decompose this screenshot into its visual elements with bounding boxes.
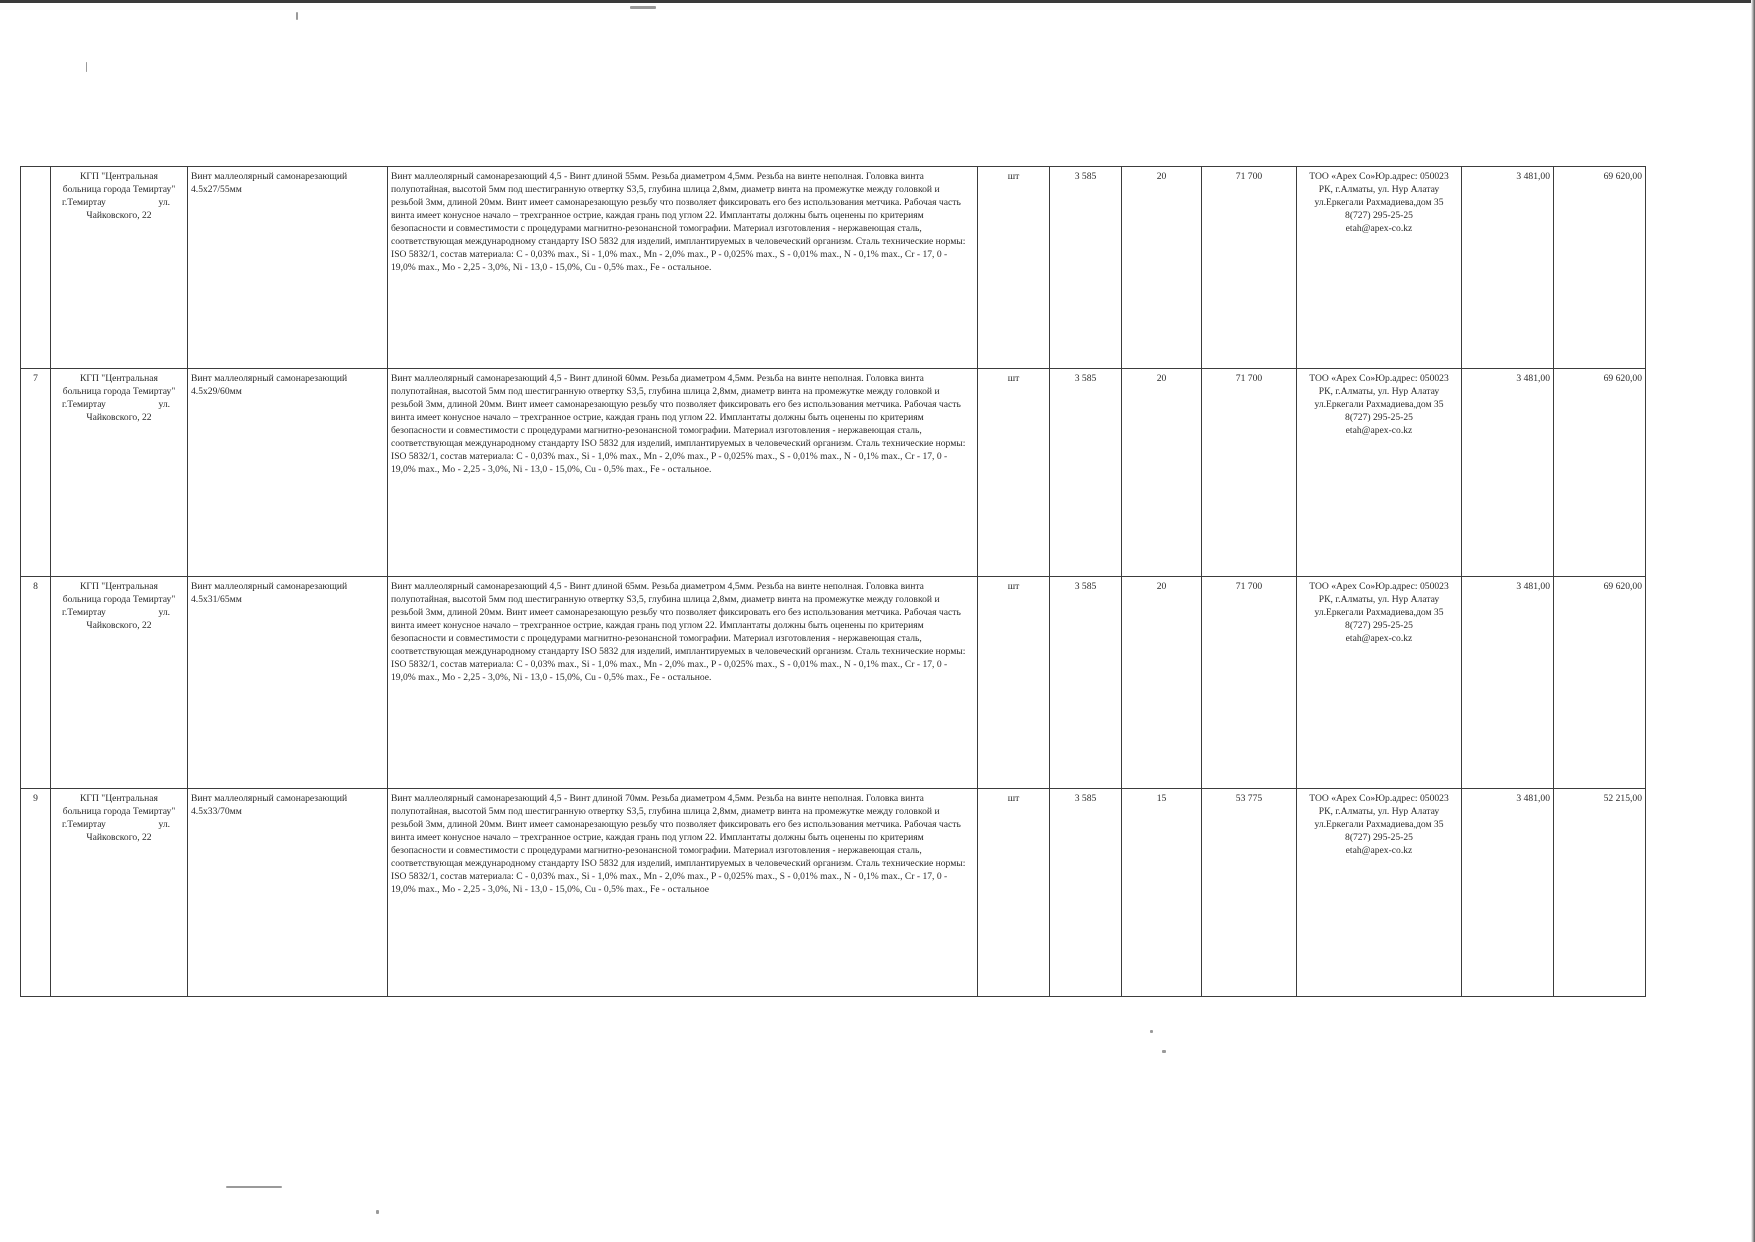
- customer-line: больница города Темиртау": [62, 594, 176, 605]
- offer-total-cell: 52 215,00: [1554, 789, 1646, 997]
- unit-price-cell: 3 585: [1050, 167, 1122, 369]
- customer-city: г.Темиртау: [62, 197, 106, 208]
- scan-right-edge: [1751, 0, 1755, 1242]
- item-description: Винт маллеолярный самонарезающий 4,5 - Винт длиной 65мм. Резьба диаметром 4,5мм. Резьба на винте неполная. Головка винта полупотайная, высотой 5мм под шестигранную отвертку S3,5, глубина шлица 2,8мм, диаметр винта на промежутке между головкой и резьбой 3мм, длиной 20мм. Винт имеет самонарезающую резьбу что позволяет фиксировать его без использования метчика. Рабочая часть винта имеет конусное начало – трехгранное острие, каждая грань под углом 22. Имплантаты должны быть оценены по критериям безопасности и совместимости с процедурами магнитно-резонансной томографии. Материал изготовления - нержавеющая сталь, соответствующая международному стандарту ISO 5832 для изделий, имплантируемых в человеческий организм. Сталь технические нормы: ISO 5832/1, состав материала: С - 0,03% max., Si - 1,0% max., Mn - 2,0% max., P - 0,025% max., S - 0,01% max., N - 0,1% max., Cr - 17, 0 - 19,0% max., Mo - 2,25 - 3,0%, Ni - 13,0 - 15,0%, Cu - 0,5% max., Fe - остальное.: [388, 577, 978, 789]
- customer-line: Чайковского, 22: [86, 210, 152, 221]
- scan-speck: [1150, 1030, 1153, 1033]
- supplier-cell: [1297, 369, 1462, 577]
- customer-city: г.Темиртау: [62, 607, 106, 618]
- scan-speck: [86, 62, 87, 72]
- supplier-cell: [1297, 167, 1462, 369]
- customer-city-line: [54, 398, 184, 411]
- unit-price-cell: 3 585: [1050, 789, 1122, 997]
- customer-line: больница города Темиртау": [62, 386, 176, 397]
- customer-cell: [51, 789, 188, 997]
- supplier-line: ул.Еркегали Рахмадиева,дом 35: [1314, 607, 1444, 618]
- item-description: Винт маллеолярный самонарезающий 4,5 - Винт длиной 55мм. Резьба диаметром 4,5мм. Резьба на винте неполная. Головка винта полупотайная, высотой 5мм под шестигранную отвертку S3,5, глубина шлица 2,8мм, диаметр винта на промежутке между головкой и резьбой 3мм, длиной 20мм. Винт имеет самонарезающую резьбу что позволяет фиксировать его без использования метчика. Рабочая часть винта имеет конусное начало – трехгранное острие, каждая грань под углом 22. Имплантаты должны быть оценены по критериям безопасности и совместимости с процедурами магнитно-резонансной томографии. Материал изготовления - нержавеющая сталь, соответствующая международному стандарту ISO 5832 для изделий, имплантируемых в человеческий организм. Сталь технические нормы: ISO 5832/1, состав материала: С - 0,03% max., Si - 1,0% max., Mn - 2,0% max., P - 0,025% max., S - 0,01% max., N - 0,1% max., Cr - 17, 0 - 19,0% max., Mo - 2,25 - 3,0%, Ni - 13,0 - 15,0%, Cu - 0,5% max., Fe - остальное.: [388, 167, 978, 369]
- customer-line: Чайковского, 22: [86, 620, 152, 631]
- customer-cell: [51, 167, 188, 369]
- offer-price-cell: 3 481,00: [1462, 577, 1554, 789]
- scan-speck: [296, 12, 298, 20]
- supplier-line: РК, г.Алматы, ул. Нур Алатау: [1318, 184, 1440, 195]
- customer-line: больница города Темиртау": [62, 806, 176, 817]
- table-body: [21, 167, 1646, 997]
- customer-street-prefix: ул.: [158, 607, 170, 618]
- item-name: Винт маллеолярный самонарезающий 4.5х27/55мм: [188, 167, 388, 369]
- item-name: Винт маллеолярный самонарезающий 4.5х33/70мм: [188, 789, 388, 997]
- unit-price-cell: 3 585: [1050, 369, 1122, 577]
- procurement-table: [20, 166, 1646, 997]
- supplier-line: 8(727) 295-25-25: [1345, 620, 1413, 631]
- quantity-cell: 20: [1122, 577, 1202, 789]
- table-row: [21, 369, 1646, 577]
- table-row: [21, 789, 1646, 997]
- supplier-email: etah@apex-co.kz: [1345, 845, 1413, 856]
- supplier-line: ул.Еркегали Рахмадиева,дом 35: [1314, 197, 1444, 208]
- item-name: Винт маллеолярный самонарезающий 4.5х31/65мм: [188, 577, 388, 789]
- unit-price-cell: 3 585: [1050, 577, 1122, 789]
- amount-cell: 71 700: [1202, 577, 1297, 789]
- scan-speck: [376, 1210, 379, 1214]
- customer-street-prefix: ул.: [158, 819, 170, 830]
- amount-cell: 53 775: [1202, 789, 1297, 997]
- offer-total-cell: 69 620,00: [1554, 167, 1646, 369]
- supplier-line: 8(727) 295-25-25: [1345, 210, 1413, 221]
- row-number: 8: [21, 577, 51, 789]
- quantity-cell: 20: [1122, 369, 1202, 577]
- supplier-line: 8(727) 295-25-25: [1345, 412, 1413, 423]
- customer-city-line: [54, 196, 184, 209]
- amount-cell: 71 700: [1202, 369, 1297, 577]
- customer-street-prefix: ул.: [158, 197, 170, 208]
- table-row: [21, 167, 1646, 369]
- supplier-line: РК, г.Алматы, ул. Нур Алатау: [1318, 806, 1440, 817]
- supplier-line: ТОО «Apex Co»Юр.адрес: 050023: [1309, 581, 1449, 592]
- supplier-email: etah@apex-co.kz: [1345, 633, 1413, 644]
- unit-cell: шт: [978, 789, 1050, 997]
- customer-street-prefix: ул.: [158, 399, 170, 410]
- row-number: [21, 167, 51, 369]
- customer-city: г.Темиртау: [62, 399, 106, 410]
- customer-city-line: [54, 818, 184, 831]
- scan-speck: [1162, 1050, 1166, 1053]
- supplier-line: ТОО «Apex Co»Юр.адрес: 050023: [1309, 171, 1449, 182]
- supplier-line: ТОО «Apex Co»Юр.адрес: 050023: [1309, 373, 1449, 384]
- supplier-email: etah@apex-co.kz: [1345, 425, 1413, 436]
- customer-city: г.Темиртау: [62, 819, 106, 830]
- amount-cell: 71 700: [1202, 167, 1297, 369]
- supplier-cell: [1297, 789, 1462, 997]
- supplier-line: ул.Еркегали Рахмадиева,дом 35: [1314, 819, 1444, 830]
- table-row: [21, 577, 1646, 789]
- customer-line: КГП "Центральная: [80, 373, 158, 384]
- supplier-line: РК, г.Алматы, ул. Нур Алатау: [1318, 594, 1440, 605]
- quantity-cell: 20: [1122, 167, 1202, 369]
- item-name: Винт маллеолярный самонарезающий 4.5х29/60мм: [188, 369, 388, 577]
- supplier-line: ул.Еркегали Рахмадиева,дом 35: [1314, 399, 1444, 410]
- customer-line: КГП "Центральная: [80, 793, 158, 804]
- item-description: Винт маллеолярный самонарезающий 4,5 - Винт длиной 60мм. Резьба диаметром 4,5мм. Резьба на винте неполная. Головка винта полупотайная, высотой 5мм под шестигранную отвертку S3,5, глубина шлица 2,8мм, диаметр винта на промежутке между головкой и резьбой 3мм, длиной 20мм. Винт имеет самонарезающую резьбу что позволяет фиксировать его без использования метчика. Рабочая часть винта имеет конусное начало – трехгранное острие, каждая грань под углом 22. Имплантаты должны быть оценены по критериям безопасности и совместимости с процедурами магнитно-резонансной томографии. Материал изготовления - нержавеющая сталь, соответствующая международному стандарту ISO 5832 для изделий, имплантируемых в человеческий организм. Сталь технические нормы: ISO 5832/1, состав материала: С - 0,03% max., Si - 1,0% max., Mn - 2,0% max., P - 0,025% max., S - 0,01% max., N - 0,1% max., Cr - 17, 0 - 19,0% max., Mo - 2,25 - 3,0%, Ni - 13,0 - 15,0%, Cu - 0,5% max., Fe - остальное.: [388, 369, 978, 577]
- scan-speck: [630, 6, 656, 9]
- unit-cell: шт: [978, 369, 1050, 577]
- row-number: 9: [21, 789, 51, 997]
- scan-speck: [226, 1186, 282, 1188]
- supplier-line: ТОО «Apex Co»Юр.адрес: 050023: [1309, 793, 1449, 804]
- supplier-line: 8(727) 295-25-25: [1345, 832, 1413, 843]
- row-number: 7: [21, 369, 51, 577]
- item-description: Винт маллеолярный самонарезающий 4,5 - Винт длиной 70мм. Резьба диаметром 4,5мм. Резьба на винте неполная. Головка винта полупотайная, высотой 5мм под шестигранную отвертку S3,5, глубина шлица 2,8мм, диаметр винта на промежутке между головкой и резьбой 3мм, длиной 20мм. Винт имеет самонарезающую резьбу что позволяет фиксировать его без использования метчика. Рабочая часть винта имеет конусное начало – трехгранное острие, каждая грань под углом 22. Имплантаты должны быть оценены по критериям безопасности и совместимости с процедурами магнитно-резонансной томографии. Материал изготовления - нержавеющая сталь, соответствующая международному стандарту ISO 5832 для изделий, имплантируемых в человеческий организм. Сталь технические нормы: ISO 5832/1, состав материала: С - 0,03% max., Si - 1,0% max., Mn - 2,0% max., P - 0,025% max., S - 0,01% max., N - 0,1% max., Cr - 17, 0 - 19,0% max., Mo - 2,25 - 3,0%, Ni - 13,0 - 15,0%, Cu - 0,5% max., Fe - остальное: [388, 789, 978, 997]
- customer-city-line: [54, 606, 184, 619]
- customer-line: Чайковского, 22: [86, 832, 152, 843]
- scan-top-edge: [0, 0, 1755, 3]
- customer-line: КГП "Центральная: [80, 171, 158, 182]
- unit-cell: шт: [978, 167, 1050, 369]
- offer-price-cell: 3 481,00: [1462, 789, 1554, 997]
- customer-cell: [51, 577, 188, 789]
- offer-total-cell: 69 620,00: [1554, 369, 1646, 577]
- supplier-line: РК, г.Алматы, ул. Нур Алатау: [1318, 386, 1440, 397]
- supplier-cell: [1297, 577, 1462, 789]
- offer-price-cell: 3 481,00: [1462, 369, 1554, 577]
- customer-line: Чайковского, 22: [86, 412, 152, 423]
- customer-line: больница города Темиртау": [62, 184, 176, 195]
- unit-cell: шт: [978, 577, 1050, 789]
- supplier-email: etah@apex-co.kz: [1345, 223, 1413, 234]
- customer-cell: [51, 369, 188, 577]
- offer-price-cell: 3 481,00: [1462, 167, 1554, 369]
- quantity-cell: 15: [1122, 789, 1202, 997]
- customer-line: КГП "Центральная: [80, 581, 158, 592]
- offer-total-cell: 69 620,00: [1554, 577, 1646, 789]
